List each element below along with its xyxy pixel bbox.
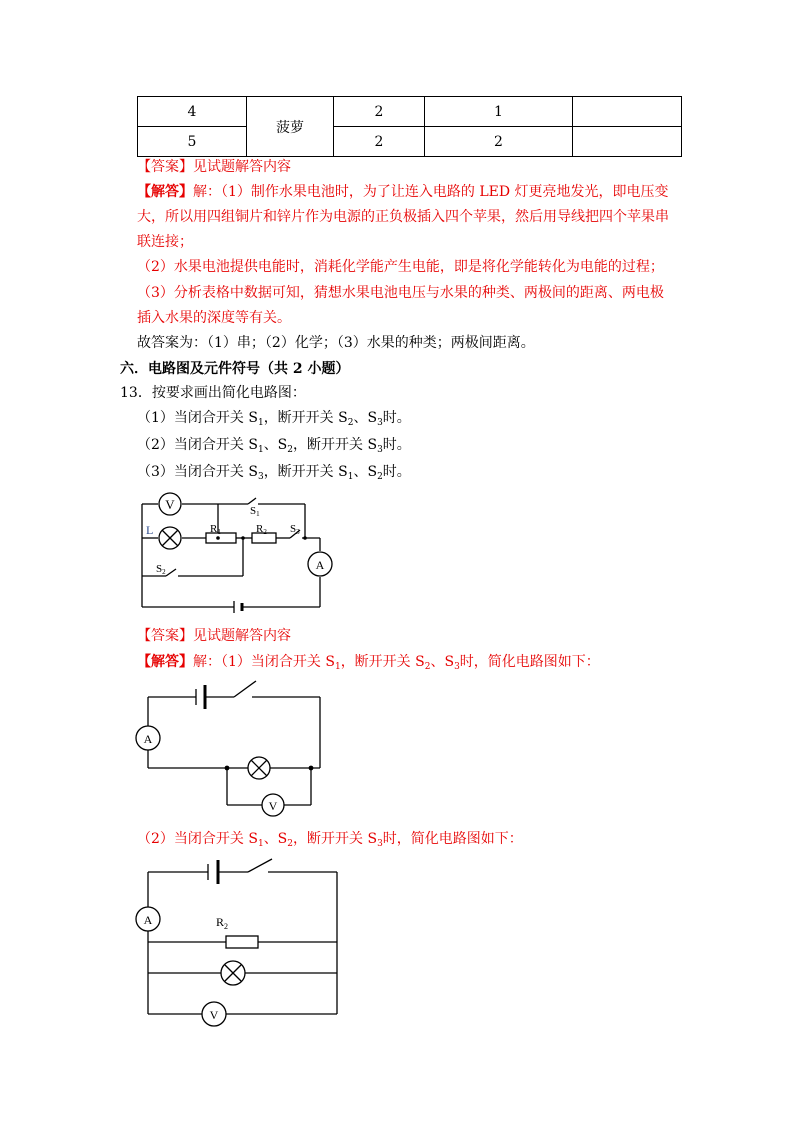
voltmeter-label: V: [209, 1008, 219, 1022]
lamp-label: L: [146, 523, 154, 537]
section-heading: 六．电路图及元件符号（共 2 小题）: [120, 361, 350, 377]
condition-line: （1）当闭合开关 $S_1$，断开开关 $S_2$、$S_3$时。: [137, 410, 411, 428]
original-circuit-diagram: [130, 488, 340, 618]
simplified-circuit-2: [130, 850, 360, 1035]
answer-line: 【答案】见试题解答内容: [137, 628, 291, 644]
switch-label: S3: [290, 523, 300, 536]
table-cell: 4: [138, 97, 247, 127]
voltmeter-label: V: [268, 799, 278, 813]
table-cell: 1: [425, 97, 573, 127]
resistor-label: R2: [256, 523, 267, 536]
ammeter-label: A: [315, 558, 325, 572]
analysis-line: 联连接；: [137, 234, 193, 250]
switch-label: S1: [250, 505, 260, 518]
table-row: [138, 97, 682, 127]
table-cell: 2: [425, 127, 573, 157]
ammeter-label: A: [143, 732, 153, 746]
table-cell: 5: [138, 127, 247, 157]
question-stem: 13．按要求画出简化电路图：: [120, 385, 306, 401]
table-cell: [573, 97, 682, 127]
table-cell: 2: [334, 127, 425, 157]
data-table: [137, 96, 682, 157]
resistor-label: R1: [210, 523, 221, 536]
condition-line: （2）当闭合开关 $S_1$、$S_2$，断开开关 $S_3$时。: [137, 437, 411, 455]
conclusion-line: 故答案为：（1）串；（2）化学；（3）水果的种类；两极间距离。: [137, 335, 535, 351]
ammeter-label: A: [143, 913, 153, 927]
answer-line: 【答案】见试题解答内容: [137, 159, 291, 175]
analysis-line: （3）分析表格中数据可知，猜想水果电池电压与水果的种类、两极间的距离、两电极: [137, 285, 664, 301]
analysis-line: 【解答】解：（1）制作水果电池时，为了让连入电路的 LED 灯更亮地发光，即电压变: [137, 184, 669, 200]
analysis-line: （2）当闭合开关 $S_1$、$S_2$，断开开关 $S_3$时，简化电路图如下：: [137, 831, 523, 849]
condition-line: （3）当闭合开关 $S_3$，断开开关 $S_1$、$S_2$时。: [137, 464, 411, 482]
table-cell: 2: [334, 97, 425, 127]
table-cell: 菠萝: [247, 97, 334, 157]
table-cell: [573, 127, 682, 157]
analysis-line: （2）水果电池提供电能时，消耗化学能产生电能，即是将化学能转化为电能的过程；: [137, 259, 664, 275]
analysis-line: 插入水果的深度等有关。: [137, 310, 291, 326]
voltmeter-label: V: [165, 497, 175, 512]
resistor-label: $R_2$: [216, 915, 229, 931]
analysis-line: 【解答】解：（1）当闭合开关 $S_1$，断开开关 $S_2$、$S_3$时，简化电路图如下：: [137, 654, 600, 672]
simplified-circuit-1: [130, 675, 340, 825]
switch-label: S2: [156, 563, 166, 576]
table-row: [138, 127, 682, 157]
analysis-line: 大，所以用四组铜片和锌片作为电源的正负极插入四个苹果，然后用导线把四个苹果串: [137, 209, 669, 225]
